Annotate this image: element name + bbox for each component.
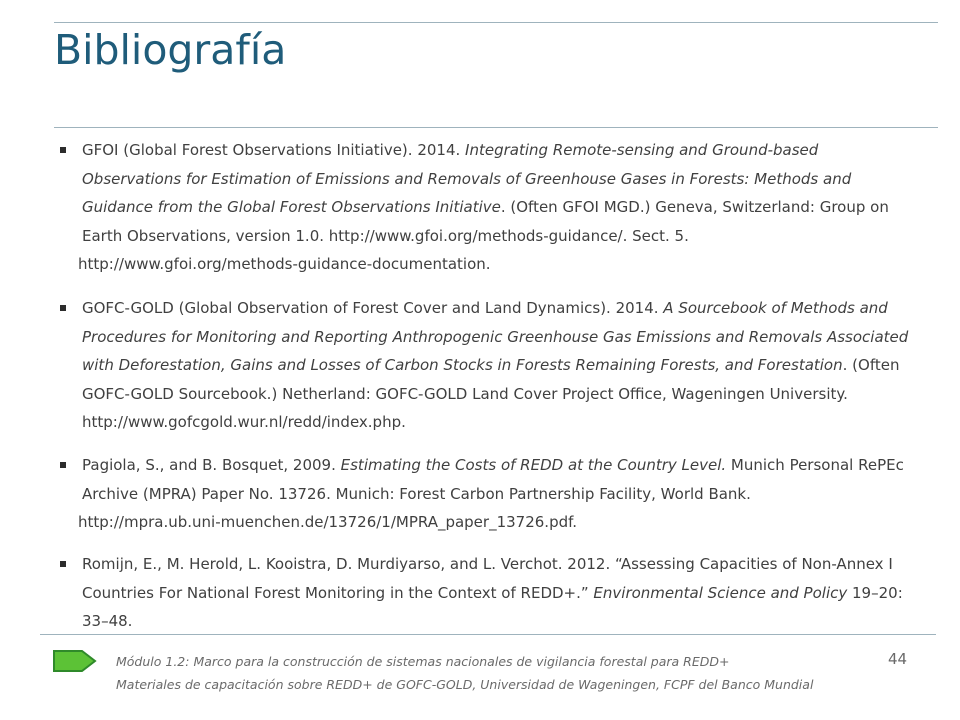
reference-item (60, 136, 922, 279)
reference-title: A Sourcebook of Methods and Procedures for Monitoring and Reporting Anthropogenic Greenhouse Gas Emissions and Removals Associated with Deforestation, Gains and Losses of Carbon Stocks in Forests Remaining Forests, and Forestation (82, 299, 909, 374)
reference-authors: GOFC-GOLD (Global Observation of Forest Cover and Land Dynamics). 2014. (82, 299, 664, 317)
reference-authors: GFOI (Global Forest Observations Initiative). 2014. (82, 141, 466, 159)
reference-text (60, 550, 922, 636)
footer-divider (40, 634, 936, 635)
bullet-icon (60, 147, 66, 153)
reference-details: 19–20: 33–48. (82, 583, 903, 630)
reference-item (60, 451, 922, 537)
title-divider (54, 127, 938, 128)
reference-item (60, 550, 922, 636)
reference-title: Integrating Remote-sensing and Ground-based Observations for Estimation of Emissions and Removals of Greenhouse Gases in Forests: Methods and Guidance from the Global Forest Observations Initiative (82, 141, 852, 216)
reference-url[interactable]: http://www.gfoi.org/methods-guidance-documentation. (78, 255, 491, 273)
bullet-icon (60, 305, 66, 311)
bullet-icon (60, 462, 66, 468)
reference-text (60, 451, 922, 508)
reference-url[interactable]: http://mpra.ub.uni-muenchen.de/13726/1/MPRA_paper_13726.pdf. (78, 513, 578, 531)
reference-details: . (Often GOFC-GOLD Sourcebook.) Netherland: GOFC-GOLD Land Cover Project Office, Wageningen University. http://www.gofcgold.wur.nl/redd/index.php. (82, 356, 900, 431)
reference-authors: Pagiola, S., and B. Bosquet, 2009. (82, 456, 341, 474)
footer-module-title: Módulo 1.2: Marco para la construcción de sistemas nacionales de vigilancia forestal para REDD+ (116, 654, 730, 669)
reference-details: Munich Personal RePEc Archive (MPRA) Paper No. 13726. Munich: Forest Carbon Partnership Facility, World Bank. (82, 456, 904, 503)
reference-details: . (Often GFOI MGD.) Geneva, Switzerland: Group on Earth Observations, version 1.0. http://www.gfoi.org/methods-guidance/. Sect. 5. (82, 198, 889, 245)
green-arrow-icon (52, 648, 98, 674)
page-title: Bibliografía (54, 26, 287, 74)
bullet-icon (60, 561, 66, 567)
reference-title: Estimating the Costs of REDD at the Country Level. (340, 456, 727, 474)
reference-authors: Romijn, E., M. Herold, L. Kooistra, D. Murdiyarso, and L. Verchot. 2012. “Assessing Capacities of Non-Annex I Countries For National Forest Monitoring in the Context of REDD+.” (82, 555, 893, 602)
top-divider (54, 22, 938, 23)
reference-item (60, 294, 922, 437)
footer-credits: Materiales de capacitación sobre REDD+ de GOFC-GOLD, Universidad de Wageningen, FCPF del Banco Mundial (116, 677, 814, 692)
page-number: 44 (888, 650, 908, 668)
reference-title: Environmental Science and Policy (593, 583, 848, 602)
reference-text (60, 294, 922, 437)
reference-text (60, 136, 922, 250)
